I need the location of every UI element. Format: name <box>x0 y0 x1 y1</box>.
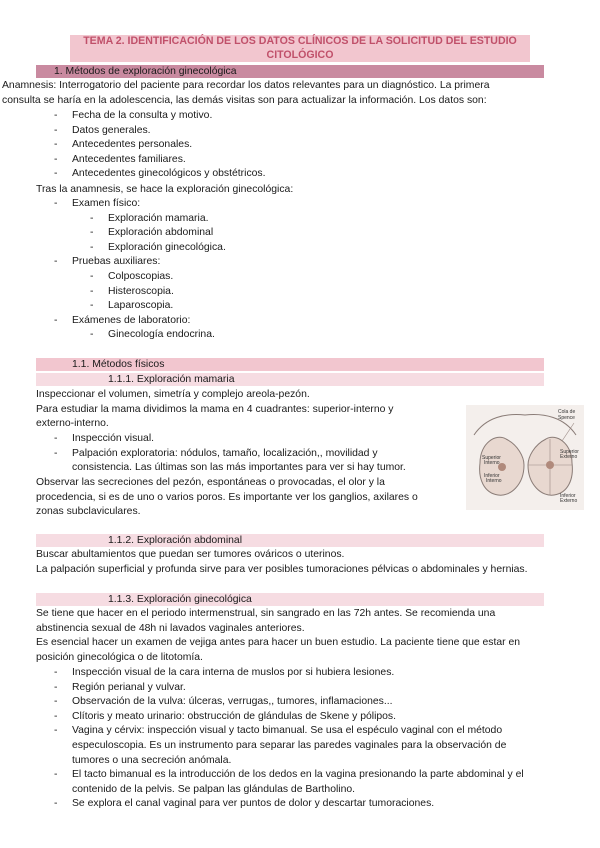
ginecologica-line-2: abstinencia sexual de 48h ni lavados vaginales anteriores. <box>36 622 305 634</box>
mamaria-line-1: Inspeccionar el volumen, simetría y complejo areola-pezón. <box>36 389 310 400</box>
ginecologica-paragraph <box>36 607 580 665</box>
secreciones-line-3: zonas subclaviculares. <box>36 506 141 518</box>
list-item: - Antecedentes ginecológicos y obstétricos. <box>54 168 266 180</box>
section-heading-1 <box>36 65 544 78</box>
ginecologica-line-1: Se tiene que hacer en el periodo intermenstrual, sin sangrado en las 72h antes. Se recomienda una <box>36 608 496 619</box>
ginecologica-bullets <box>54 666 580 812</box>
list-item: - Colposcopias. <box>90 270 174 282</box>
list-item: - Clítoris y meato urinario: obstrucción de glándulas de Skene y pólipos. <box>54 710 397 722</box>
secreciones-line-2: procedencia, si es de uno o varios poros. Es importante ver los ganglios, axilares o <box>36 491 418 503</box>
label-spence: Spence <box>558 415 575 421</box>
list-item: - Se explora el canal vaginal para ver puntos de dolor y descartar tumoraciones. <box>54 798 435 810</box>
section-heading-1-1-2-text: 1.1.2. Exploración abdominal <box>108 535 243 546</box>
section-heading-1-1-3 <box>36 593 544 606</box>
label-inf-ext-2: Externo <box>560 498 578 504</box>
list-item: - Región perianal y vulvar. <box>54 681 186 693</box>
anamnesis-line-1: Anamnesis: Interrogatorio del paciente para recordar los datos relevantes para un diagnóstico. La primera <box>2 80 490 91</box>
section-heading-1-1-2 <box>36 534 544 547</box>
list-item: - Vagina y cérvix: inspección visual y tacto bimanual. Se usa el espéculo vaginal con el método <box>54 725 503 737</box>
section-heading-1-text: 1. Métodos de exploración ginecológica <box>54 66 237 77</box>
tras-line: Tras la anamnesis, se hace la exploración ginecológica: <box>36 184 294 195</box>
list-item-continuation: contenido de la pelvis. Se palpan las glándulas de Bartholino. <box>72 783 356 795</box>
label-sup-int-2: Interno <box>484 460 500 466</box>
list-item: - Exploración abdominal <box>90 227 214 239</box>
list-item: - Inspección visual. <box>54 433 155 444</box>
label-sup-ext-2: Externo <box>560 454 578 460</box>
label-inf-int-1: Inferior <box>484 473 500 479</box>
section-heading-1-1-1-text: 1.1.1. Exploración mamaria <box>108 374 235 385</box>
list-item: - Exploración mamaria. <box>90 212 209 224</box>
anamnesis-paragraph <box>2 79 580 108</box>
section-heading-1-1-text: 1.1. Métodos físicos <box>72 359 165 370</box>
list-item-continuation: especuloscopia. Es un instrumento para separar las paredes vaginales para la observación de <box>72 739 507 751</box>
section-heading-1-1 <box>36 358 544 371</box>
abdominal-line-2: La palpación superficial y profunda sirve para ver posibles tumoraciones pélvicas o abdominales y hernias. <box>36 563 528 575</box>
exploration-list <box>54 197 580 343</box>
label-inf-int-2: Interno <box>486 478 502 484</box>
list-item: - Observación de la vulva: úlceras, verrugas,, tumores, inflamaciones... <box>54 696 393 708</box>
list-item-continuation: tumores o una secreción anómala. <box>72 754 232 766</box>
list-item: consistencia. Las últimas son las más importantes para ver si hay tumor. <box>72 462 406 474</box>
list-item: - Exámenes de laboratorio: <box>54 314 191 326</box>
ginecologica-line-3: Es esencial hacer un examen de vejiga antes para hacer un buen estudio. La paciente tiene que estar en <box>36 637 521 649</box>
list-item: - El tacto bimanual es la introducción de los dedos en la vagina presionando la parte abdominal y el <box>54 769 524 781</box>
datos-list <box>54 109 580 182</box>
list-item: - Pruebas auxiliares: <box>54 256 161 268</box>
list-item: - Antecedentes personales. <box>54 139 193 151</box>
mamaria-line-2: Para estudiar la mama dividimos la mama en 4 cuadrantes: superior-interno y <box>36 403 394 415</box>
breast-quadrants-figure <box>466 405 584 510</box>
label-cola: Cola de <box>558 409 576 415</box>
abdominal-paragraph <box>36 548 580 577</box>
label-sup-int-1: Superior <box>482 455 501 461</box>
list-item: - Exploración ginecológica. <box>90 241 226 253</box>
abdominal-line-1: Buscar abultamientos que puedan ser tumores ováricos o uterinos. <box>36 549 345 560</box>
label-sup-ext-1: Superior <box>560 449 579 455</box>
document-title: TEMA 2. IDENTIFICACIÓN DE LOS DATOS CLÍNICOS DE LA SOLICITUD DEL ESTUDIO CITOLÓGICO <box>70 35 530 62</box>
label-inf-ext-1: Inferior <box>560 493 576 499</box>
list-item: - Ginecología endocrina. <box>90 329 215 341</box>
mamaria-line-3: externo-interno. <box>36 418 109 430</box>
list-item: - Antecedentes familiares. <box>54 153 186 165</box>
section-heading-1-1-3-text: 1.1.3. Exploración ginecológica <box>108 594 252 605</box>
section-heading-1-1-1 <box>36 373 544 386</box>
secreciones-line-1: Observar las secreciones del pezón, espontáneas o provocadas, el olor y la <box>36 477 385 488</box>
list-item: - Laparoscopia. <box>90 300 174 312</box>
ginecologica-line-4: posición ginecológica o de litotomía. <box>36 651 203 663</box>
list-item: - Examen físico: <box>54 198 141 209</box>
list-item: - Histeroscopia. <box>90 285 174 297</box>
list-item: - Fecha de la consulta y motivo. <box>54 110 213 121</box>
list-item: - Inspección visual de la cara interna de muslos por si hubiera lesiones. <box>54 667 395 678</box>
list-item: - Palpación exploratoria: nódulos, tamaño, localización,, movilidad y <box>54 447 378 459</box>
list-item: - Datos generales. <box>54 124 151 136</box>
right-areola <box>546 461 554 469</box>
anamnesis-line-2: consulta se haría en la adolescencia, las demás visitas son para actualizar la información. Los datos son: <box>2 94 487 106</box>
